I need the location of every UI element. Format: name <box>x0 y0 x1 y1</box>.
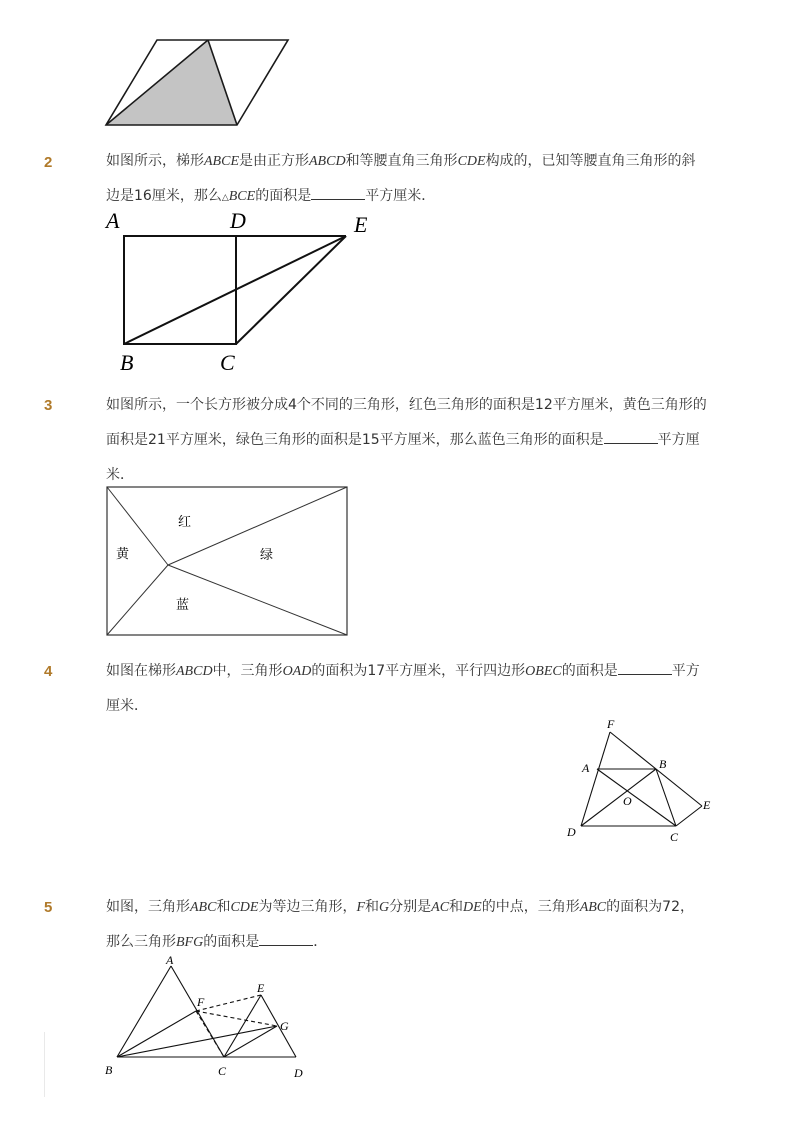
q3-line-3: 米． <box>106 467 134 483</box>
q3-answer-blank <box>604 429 658 444</box>
q2-label-C: C <box>220 350 235 375</box>
q5-line-2: 那么三角形BFG的面积是 ． <box>106 925 716 960</box>
q3-line-2: 面积是21平方厘米，绿色三角形的面积是15平方厘米，那么蓝色三角形的面积是 平方厘 <box>106 423 716 458</box>
q2-label-A: A <box>106 208 120 233</box>
q3-line-to-bottom-left <box>107 565 168 635</box>
q1-shaded-triangle <box>106 40 237 125</box>
q3-text <box>106 388 716 493</box>
q2-label-B: B <box>120 350 134 375</box>
q5-left-margin-line <box>44 1032 45 1097</box>
q5-line-BF <box>117 1011 196 1057</box>
q5-label-F: F <box>197 995 205 1009</box>
q2-label-E: E <box>354 212 368 237</box>
q5-line-1: 如图，三角形ABC和CDE为等边三角形，F和G分别是AC和DE的中点，三角形ABC的面积为72， <box>106 899 694 915</box>
q3-label-red: 红 <box>178 514 192 529</box>
q4-label-C: C <box>670 830 679 844</box>
q3-label-green: 绿 <box>260 547 274 562</box>
q5-figure <box>100 950 320 1085</box>
q3-rectangle <box>107 487 347 635</box>
q5-line-ED <box>261 995 296 1057</box>
q2-line-1: 如图所示，梯形ABCE是由正方形ABCD和等腰直角三角形CDE构成的，已知等腰直角三角形的斜 <box>106 153 696 169</box>
q3-line-to-bottom-right <box>168 565 347 635</box>
q4-label-F: F <box>607 717 615 731</box>
q5-line-CE <box>224 995 261 1057</box>
q4-label-D: D <box>567 825 576 839</box>
q4-line-FD <box>581 732 610 826</box>
q4-line-BD <box>581 769 656 826</box>
q4-answer-blank <box>618 660 672 675</box>
q2-figure <box>100 206 390 376</box>
q4-figure <box>560 712 720 847</box>
q2-label-D: D <box>230 208 246 233</box>
q3-figure <box>100 482 356 642</box>
q5-label-C: C <box>218 1064 227 1078</box>
q5-number: 5 <box>44 899 53 916</box>
q4-line-2: 厘米． <box>106 698 148 714</box>
q3-number: 3 <box>44 397 53 414</box>
q4-label-B: B <box>659 757 667 771</box>
q5-answer-blank <box>259 931 313 946</box>
q3-label-yellow: 黄 <box>116 546 130 561</box>
q5-line-BA <box>117 966 171 1057</box>
q5-line-FG <box>196 1011 277 1026</box>
q4-line-1: 如图在梯形ABCD中，三角形OAD的面积为17平方厘米，平行四边形OBEC的面积是 平方 <box>106 654 716 689</box>
q3-line-to-top-right <box>168 487 347 565</box>
q2-answer-blank <box>311 185 365 200</box>
q5-line-BG <box>117 1026 277 1057</box>
q4-label-O: O <box>623 794 632 808</box>
q2-line-2: 边是16厘米，那么△BCE的面积是 平方厘米． <box>106 179 716 216</box>
q1-figure <box>100 34 300 134</box>
q2-side-EC <box>236 236 346 344</box>
q5-label-E: E <box>257 981 265 995</box>
q4-line-AC <box>597 769 676 826</box>
q5-line-FE <box>196 995 261 1011</box>
q5-label-A: A <box>166 953 174 967</box>
q5-label-D: D <box>294 1066 303 1080</box>
q3-line-1: 如图所示，一个长方形被分成4个不同的三角形，红色三角形的面积是12平方厘米，黄色三角形的 <box>106 397 707 413</box>
q4-label-E: E <box>703 798 711 812</box>
q2-number: 2 <box>44 154 53 171</box>
q4-line-CE <box>676 806 702 826</box>
q2-square <box>124 236 236 344</box>
q5-label-B: B <box>105 1063 113 1077</box>
q4-number: 4 <box>44 663 53 680</box>
q3-label-blue: 蓝 <box>176 597 190 612</box>
q4-label-A: A <box>582 761 590 775</box>
q5-label-G: G <box>280 1019 289 1033</box>
